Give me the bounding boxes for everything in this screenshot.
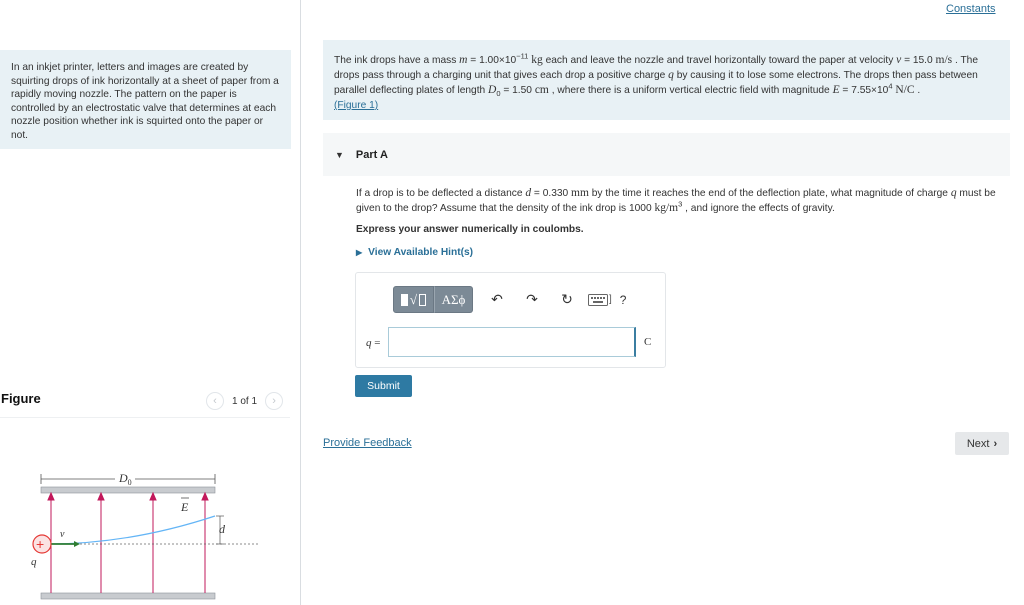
plus-sign: + (36, 536, 45, 552)
help-button[interactable]: ? (619, 292, 627, 307)
redo-icon[interactable]: ↷ (526, 291, 538, 307)
d0-label-main: D (119, 471, 128, 485)
next-button[interactable] (955, 432, 1009, 455)
drop-trajectory (48, 516, 215, 544)
part-a-header[interactable] (323, 133, 1010, 176)
v-label: v (60, 529, 65, 540)
question-text: If a drop is to be deflected a distance d = 0.330 mm by the time it reaches the end of the deflection plate, what magnitude of charge q must be given to the drop? Assume that the density of the ink drop is 1000 $kg/m^3$ , and ignore the effects of gravity. (356, 187, 996, 214)
keyboard-icon[interactable]: ] (588, 294, 612, 306)
part-title: Part A (355, 148, 388, 161)
chevron-right-icon: › (993, 437, 998, 450)
bottom-plate (41, 593, 215, 599)
figure-diagram[interactable] (0, 460, 290, 605)
top-plate (41, 487, 215, 493)
figure-heading: Figure (1, 391, 41, 406)
greek-symbols-button[interactable]: ΑΣϕ (434, 286, 473, 313)
left-column (0, 0, 301, 605)
square-root-icon: √ (401, 292, 426, 308)
answer-unit: C (644, 336, 652, 348)
math-toolbar (393, 286, 626, 313)
q-label: q (31, 556, 37, 568)
d-label: d (219, 522, 225, 536)
e-field-label: E (181, 500, 189, 514)
undo-icon[interactable]: ↶ (491, 291, 503, 307)
view-hints-toggle[interactable] (356, 247, 473, 258)
figure-divider (0, 417, 290, 418)
figure-1-link[interactable]: (Figure 1) (334, 100, 379, 111)
answer-instructions: Express your answer numerically in coulombs. (356, 224, 584, 235)
caret-down-icon: ▼ (335, 149, 344, 160)
figure-pager (206, 392, 283, 410)
chevron-right-icon: › (272, 395, 276, 407)
reset-icon[interactable]: ↻ (561, 291, 573, 307)
intro-text: In an inkjet printer, letters and images are created by squirting drops of ink horizontally at a sheet of paper from a rapidly moving nozzle. The pattern on the paper is controlled by an electrostatic valve that determines at each nozzle position whether ink is squirted onto the paper or not. (11, 62, 279, 141)
caret-right-icon: ▶ (356, 248, 363, 257)
templates-button[interactable] (393, 286, 434, 313)
answer-box (355, 272, 666, 368)
next-label: Next (966, 437, 990, 450)
answer-label: q = (366, 337, 381, 349)
problem-statement: The ink drops have a mass $m = 1.00\times 10^{-11}$ kg each and leave the nozzle and travel horizontally toward the paper at velocity v = 15.0 m/s . The drops pass through a charging unit that gives each drop a positive charge q by causing it to lose some electrons. The drops then pass between parallel deflecting plates of length $D_0 = 1.50$ cm , where there is a uniform vertical electric field with magnitude $E = 7.55\times 10^4$ N/C . (Figure 1) (323, 40, 1010, 120)
chevron-left-icon: ‹ (213, 395, 217, 407)
answer-input[interactable] (388, 327, 636, 357)
next-figure-button[interactable] (265, 392, 283, 410)
submit-button[interactable]: Submit (355, 375, 412, 397)
figure-page-count: 1 of 1 (232, 395, 258, 407)
intro-panel (0, 50, 291, 149)
provide-feedback-link[interactable]: Provide Feedback (323, 437, 412, 449)
prev-figure-button[interactable] (206, 392, 224, 410)
d0-label-sub: 0 (127, 478, 132, 487)
hints-label: View Available Hint(s) (368, 247, 474, 258)
constants-link[interactable]: Constants (946, 3, 996, 15)
